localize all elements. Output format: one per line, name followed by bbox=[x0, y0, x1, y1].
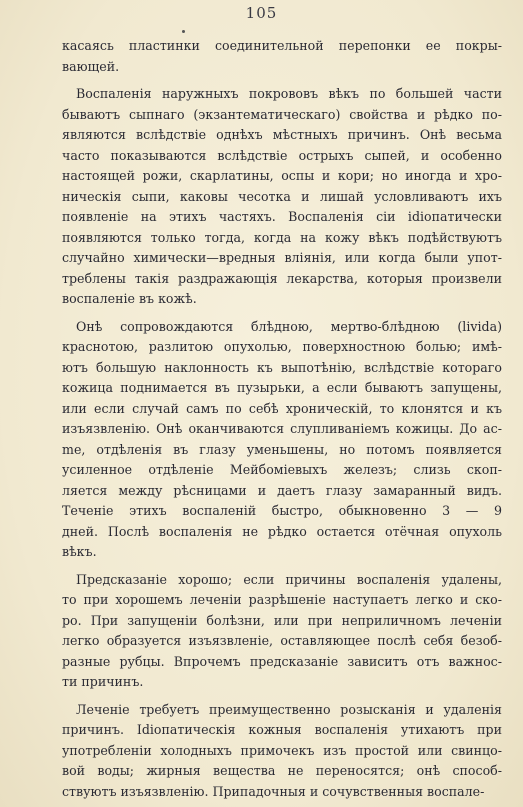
text-line: Теченіе этихъ воспаленій быстро, обыкновенно 3 — 9 bbox=[62, 503, 502, 518]
text-line: треблены такія раздражающія лекарства, которыя произвели bbox=[62, 270, 502, 286]
text-line: усиленное отдѣленіе Мейбоміевыхъ железъ; слизь скоп- bbox=[62, 462, 502, 477]
paragraph-gap bbox=[62, 77, 502, 84]
text-line: случайно химически—вредныя вліянія, или когда были упот- bbox=[62, 250, 502, 265]
text-line: Предсказаніе хорошо; если причины воспаленія удалены, bbox=[76, 571, 502, 587]
text-line: являются вслѣдствіе однѣхъ мѣстныхъ причинъ. Онѣ весьма bbox=[62, 127, 502, 142]
text-line: Онѣ сопровождаются блѣдною, мертво-блѣдною (livida) bbox=[76, 318, 502, 334]
text-line: ти причинъ. bbox=[62, 674, 144, 689]
paragraph bbox=[62, 570, 502, 693]
body-text bbox=[62, 36, 502, 802]
text-line: касаясь пластинки соединительной перепонки ее покры- bbox=[62, 38, 502, 53]
text-line: причинъ. Idiопатическія кожныя воспаленія утихаютъ при bbox=[62, 722, 502, 737]
text-line: Воспаленія наружныхъ покрововъ вѣкъ по большей части bbox=[76, 86, 502, 101]
text-line: легко образуется изъязвленіе, оставляющее послѣ себя безоб- bbox=[62, 633, 502, 648]
paragraph-gap bbox=[62, 693, 502, 700]
text-line: часто показываются вслѣдствіе острыхъ сыпей, и особенно bbox=[62, 147, 502, 163]
text-line: разные рубцы. Впрочемъ предсказаніе зависитъ отъ важнос- bbox=[62, 653, 502, 669]
paragraph bbox=[62, 700, 502, 803]
text-line: ютъ большую наклонность къ выпотѣнію, вслѣдствіе котораго bbox=[62, 359, 502, 375]
text-line: кожица поднимается въ пузырьки, а если бываютъ запущены, bbox=[62, 380, 502, 395]
text-line: появляются только тогда, когда на кожу вѣкъ подѣйствуютъ bbox=[62, 229, 502, 245]
text-line: употребленіи холодныхъ примочекъ изъ простой или свинцо- bbox=[62, 742, 502, 758]
text-line: ляется между рѣсницами и даетъ глазу замаранный видъ. bbox=[62, 482, 502, 498]
text-line: настоящей рожи, скарлатины, оспы и кори; но иногда и хро- bbox=[62, 168, 502, 183]
text-line: появленіе на этихъ частяхъ. Воспаленія сіи idiопатически bbox=[62, 209, 502, 224]
ink-speck bbox=[182, 30, 185, 33]
page-number: 105 bbox=[245, 4, 278, 22]
text-line: вой воды; жирныя вещества не переносятся; онѣ способ- bbox=[62, 763, 502, 778]
text-line: воспаленіе въ кожѣ. bbox=[62, 291, 197, 306]
text-line: дней. Послѣ воспаленія не рѣдко остается отёчная опухоль bbox=[62, 523, 502, 539]
paragraph bbox=[62, 317, 502, 563]
text-line: или если случай самъ по себѣ хроническій, то клонятся и къ bbox=[62, 400, 502, 416]
text-line: изъязвленію. Онѣ оканчиваются слупливаніемъ кожицы. До ac- bbox=[62, 421, 502, 436]
paragraph-gap bbox=[62, 310, 502, 317]
text-line: ро. При запущеніи болѣзни, или при неприличномъ леченіи bbox=[62, 612, 502, 628]
text-line: ническія сыпи, каковы чесотка и лишай условливаютъ ихъ bbox=[62, 188, 502, 204]
text-line: me, отдѣленія въ глазу уменьшены, но потомъ появляется bbox=[62, 441, 502, 457]
text-line: краснотою, разлитою опухолью, поверхностною болью; имѣ- bbox=[62, 339, 502, 354]
text-line: бываютъ сыпнаго (экзантематическаго) свойства и рѣдко по- bbox=[62, 106, 502, 122]
text-line: вающей. bbox=[62, 58, 120, 74]
text-line: Леченіе требуетъ преимущественно розысканія и удаленія bbox=[76, 701, 502, 717]
text-line: вѣкъ. bbox=[62, 544, 97, 559]
paragraph bbox=[62, 36, 502, 77]
paragraph bbox=[62, 84, 502, 310]
text-line: ствуютъ изъязвленію. Припадочныя и сочувственныя воспале- bbox=[62, 783, 485, 799]
paragraph-gap bbox=[62, 563, 502, 570]
text-line: то при хорошемъ леченіи разрѣшеніе наступаетъ легко и ско- bbox=[62, 592, 502, 607]
